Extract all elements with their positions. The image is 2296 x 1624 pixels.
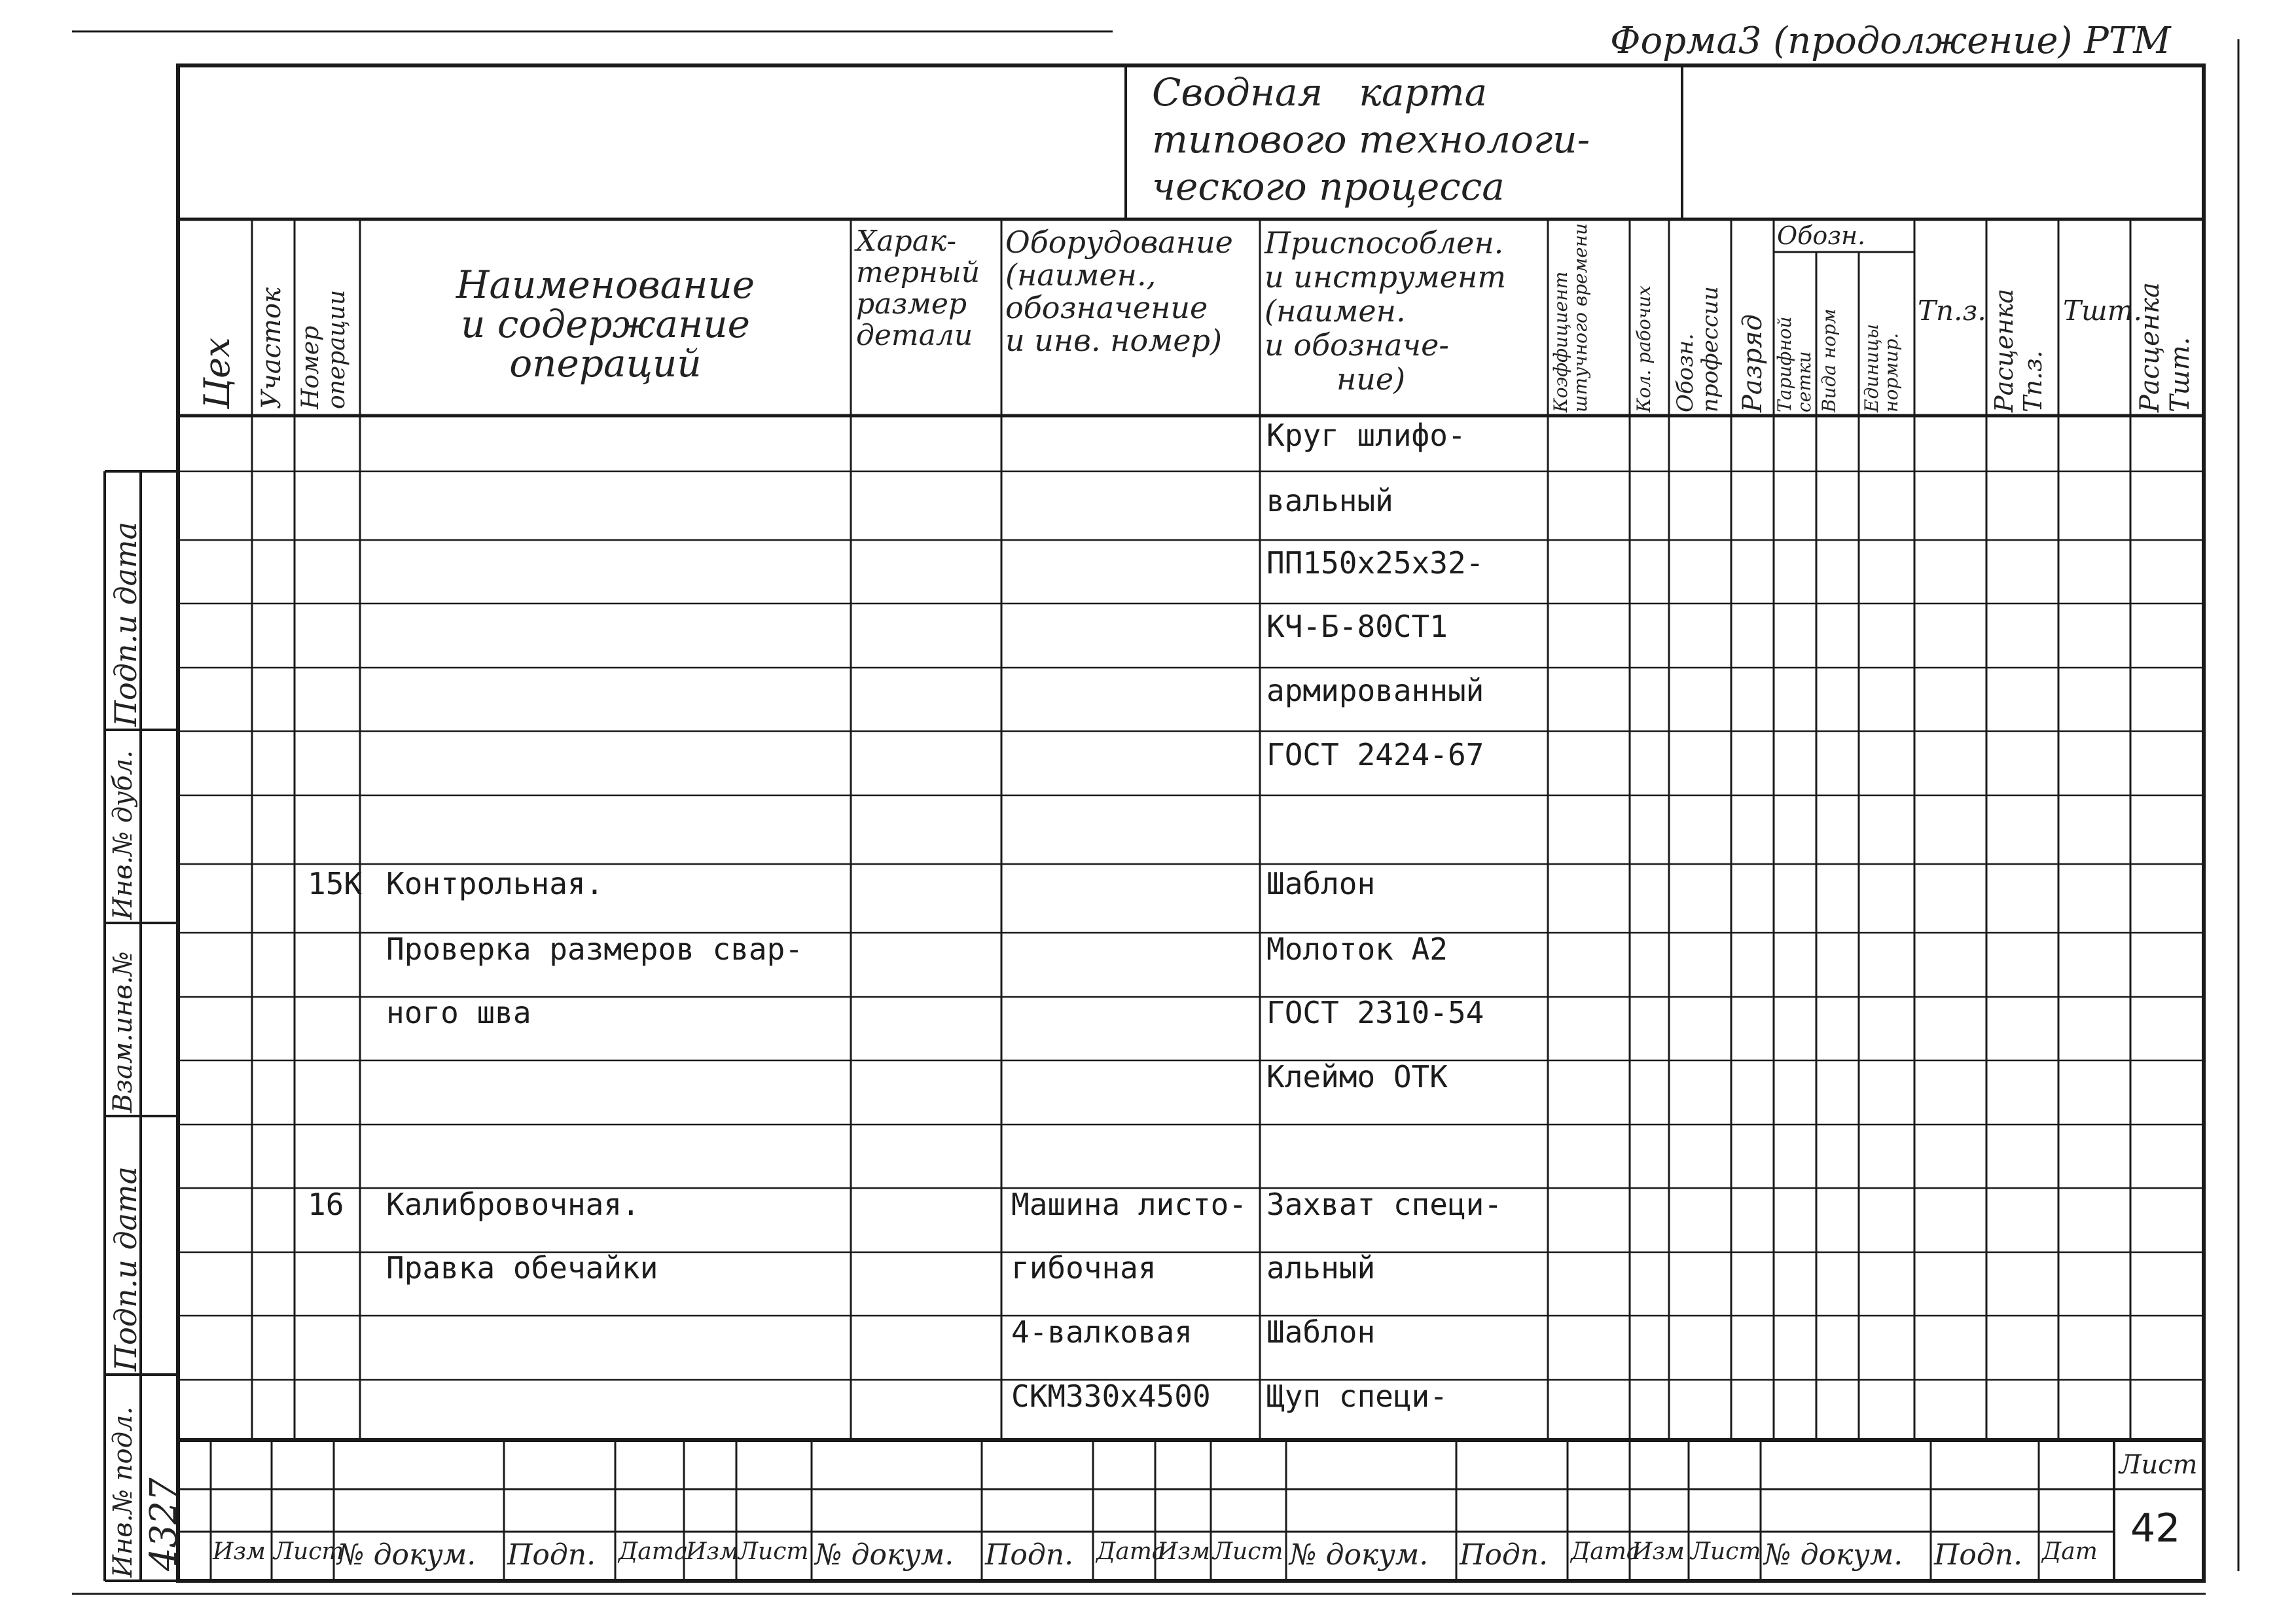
col-header-prisposoblenie xyxy=(1265,226,1506,396)
col-header-prisposoblenie-line-2: и инструмент xyxy=(1265,259,1506,295)
footer-label: Изм xyxy=(686,1538,739,1565)
footer-label: № докум. xyxy=(1289,1538,1429,1572)
col-header-uchastok: Участок xyxy=(257,287,287,409)
col-header-prisposoblenie-line-1: Приспособлен. xyxy=(1265,225,1504,261)
stamp-podp-data-2: Подп.и дата xyxy=(108,1166,143,1371)
tool-cell: ГОСТ 2424-67 xyxy=(1266,737,1484,772)
operation-name: Правка обечайки xyxy=(386,1250,658,1286)
equipment-cell: гибочная xyxy=(1011,1250,1157,1286)
operation-number: 16 xyxy=(308,1187,344,1222)
footer-label: Изм xyxy=(1632,1538,1685,1565)
col-header-prisposoblenie-line-3: (наимен. xyxy=(1265,293,1406,329)
title-line-3: ческого процесса xyxy=(1152,164,1505,209)
stamp-podp-data-1: Подп.и дата xyxy=(108,521,143,727)
equipment-cell: 4-валковая xyxy=(1011,1314,1193,1350)
footer-label: Лист xyxy=(274,1538,344,1565)
col-header-oboz-professii: Обозн. профессии xyxy=(1672,286,1723,412)
operation-name: Контрольная. xyxy=(386,866,604,901)
tool-cell: Клеймо ОТК xyxy=(1266,1059,1448,1094)
footer-label: Подп. xyxy=(985,1538,1074,1572)
col-header-edinitsy-normir: Единицы нормир. xyxy=(1861,323,1902,412)
col-header-prisposoblenie-line-5: ние) xyxy=(1336,361,1406,397)
col-header-prisposoblenie-line-4: и обозначе- xyxy=(1265,327,1449,363)
operation-name: ного шва xyxy=(386,995,531,1030)
footer-label: № докум. xyxy=(337,1538,476,1572)
col-header-oborudovanie-line-1: Оборудование xyxy=(1005,225,1233,260)
tool-cell: альный xyxy=(1266,1250,1376,1286)
tool-cell: Круг шлифо- xyxy=(1266,418,1466,453)
footer-label: № докум. xyxy=(1764,1538,1903,1572)
footer-label: Лист xyxy=(1691,1538,1761,1565)
col-header-oborudovanie xyxy=(1005,226,1233,357)
col-header-tsht: Тшт. xyxy=(2063,295,2142,327)
operation-name: Проверка размеров свар- xyxy=(386,931,803,967)
tool-cell: Захват специ- xyxy=(1266,1187,1503,1222)
col-header-naimenovanie-line-3: операций xyxy=(509,341,702,386)
sheet-number: 42 xyxy=(2130,1506,2181,1551)
tool-cell: Шаблон xyxy=(1266,1314,1376,1350)
col-header-oborudovanie-line-3: обозначение xyxy=(1005,290,1208,325)
footer-label: Дата xyxy=(1096,1538,1166,1565)
footer-label: Дата xyxy=(1571,1538,1641,1565)
document-title xyxy=(1152,69,1590,210)
operation-number: 15К xyxy=(308,866,363,901)
tool-cell: ПП150х25х32- xyxy=(1266,545,1484,581)
footer-label: Подп. xyxy=(507,1538,596,1572)
col-header-oborudovanie-line-2: (наимен., xyxy=(1005,257,1157,293)
stamp-inv-value: 4327 xyxy=(143,1477,185,1571)
footer-label: Дата xyxy=(619,1538,689,1565)
col-header-rastsenka-tpz: Расценка Тп.з. xyxy=(1990,289,2047,412)
col-header-vida-norm: Вида норм xyxy=(1818,308,1840,412)
footer-label: Подп. xyxy=(1934,1538,2023,1572)
tool-cell: Молоток А2 xyxy=(1266,931,1448,967)
equipment-cell: Машина листо- xyxy=(1011,1187,1247,1222)
stamp-inv-dubl: Инв.№ дубл. xyxy=(108,750,138,920)
col-header-naimenovanie xyxy=(360,262,851,386)
footer-label: Изм xyxy=(213,1538,266,1565)
tool-cell: КЧ-Б-80СТ1 xyxy=(1266,609,1448,644)
equipment-cell: СКМ330х4500 xyxy=(1011,1379,1211,1414)
col-header-tsekh: Цех xyxy=(196,337,238,409)
col-header-nomer-operatsii: Номер операции xyxy=(297,289,350,409)
title-line-2: типового технологи- xyxy=(1152,117,1590,162)
footer-label: Дат xyxy=(2042,1538,2098,1565)
tool-cell: армированный xyxy=(1266,673,1484,708)
tool-cell: Шаблон xyxy=(1266,866,1376,901)
footer-label: Лист xyxy=(738,1538,809,1565)
stamp-inv-podl: Инв.№ подл. xyxy=(108,1406,138,1578)
col-header-koeff: Коэффициент штучного времени xyxy=(1550,223,1591,412)
col-header-razmer-line-2: терный xyxy=(856,256,980,289)
col-header-razmer-line-1: Харак- xyxy=(856,225,957,258)
title-line-1: Сводная карта xyxy=(1152,70,1488,115)
col-header-rastsenka-tsht: Расценка Тшт. xyxy=(2135,282,2195,412)
footer-label: Подп. xyxy=(1460,1538,1549,1572)
col-header-kol-rabochikh: Кол. рабочих xyxy=(1633,285,1655,412)
col-header-razmer-line-4: детали xyxy=(856,319,973,352)
col-header-razmer-line-3: размер xyxy=(856,287,967,321)
footer-label: № докум. xyxy=(815,1538,954,1572)
footer-label: Изм xyxy=(1157,1538,1210,1565)
col-header-oborudovanie-line-4: и инв. номер) xyxy=(1005,323,1222,358)
col-header-razryad: Разряд xyxy=(1738,314,1768,412)
col-header-tarifnoi-setki: Тарифной сетки xyxy=(1774,316,1815,412)
tool-cell: вальный xyxy=(1266,483,1393,518)
col-header-naimenovanie-line-2: и содержание xyxy=(461,302,750,346)
tool-cell: ГОСТ 2310-54 xyxy=(1266,995,1484,1030)
col-header-tpz: Тп.з. xyxy=(1918,295,1986,327)
form-header: Форма3 (продолжение) РТМ xyxy=(1610,20,2171,62)
stamp-vzam-inv: Взам.инв.№ xyxy=(108,951,138,1113)
footer-label: Лист xyxy=(1213,1538,1283,1565)
operation-name: Калибровочная. xyxy=(386,1187,640,1222)
col-header-naimenovanie-line-1: Наименование xyxy=(456,262,755,307)
tool-cell: Щуп специ- xyxy=(1266,1379,1448,1414)
col-header-oboz-group: Обозн. xyxy=(1777,221,1866,250)
col-header-kharakternyi-razmer xyxy=(856,226,980,352)
sheet-label: Лист xyxy=(2119,1450,2198,1480)
